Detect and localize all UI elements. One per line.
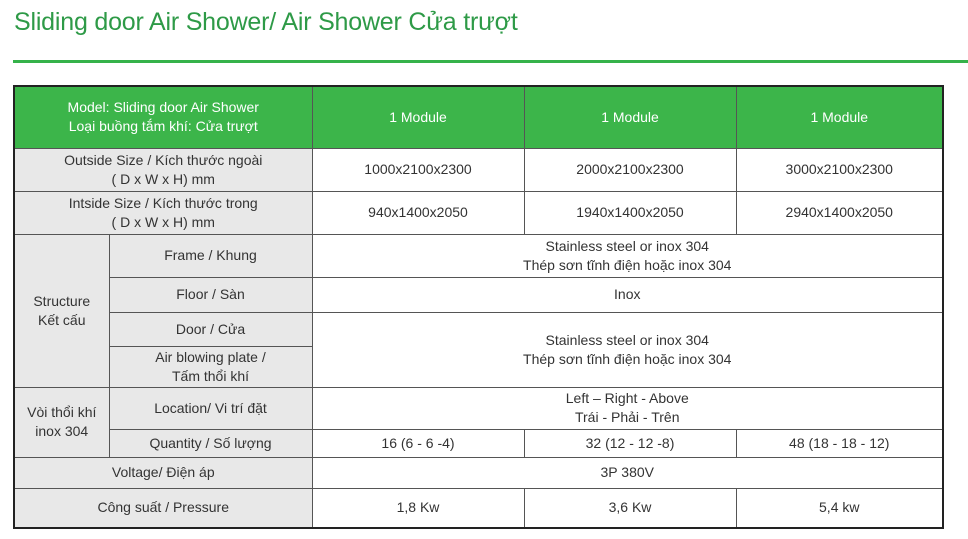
quantity-value-3: 48 (18 - 18 - 12) [736,429,943,457]
model-header-cell [14,86,312,148]
inside-size-label [14,191,312,234]
title-divider [13,60,968,63]
frame-value-line-2: Thép sơn tĩnh điện hoặc inox 304 [523,256,732,273]
location-value-line-2: Trái - Phải - Trên [574,409,680,425]
outside-size-value-2: 2000x2100x2300 [524,148,736,191]
plate-label-line-1: Air blowing plate / [155,348,266,365]
model-line-2: Loại buồng tắm khí: Cửa trượt [68,118,258,135]
inside-size-label-line-2: ( D x W x H) mm [111,213,215,230]
model-line-1: Model: Sliding door Air Shower [67,99,259,116]
structure-group-line-1: Structure [33,292,91,309]
air-blowing-plate-label [109,346,312,387]
door-label: Door / Cửa [109,312,312,346]
spec-table [13,85,944,529]
structure-group-label [14,234,109,387]
frame-value-line-1: Stainless steel or inox 304 [545,237,709,254]
table-row [14,457,943,488]
inside-size-value-3: 2940x1400x2050 [736,191,943,234]
floor-value: Inox [312,277,943,312]
door-plate-value [312,312,943,387]
outside-size-label-line-2: ( D x W x H) mm [111,170,215,187]
table-row [14,488,943,528]
voltage-value: 3P 380V [312,457,943,488]
table-header-row [14,86,943,148]
table-row [14,234,943,277]
location-value [312,387,943,429]
power-value-3: 5,4 kw [736,488,943,528]
table-row [14,277,943,312]
nozzle-group-line-2: inox 304 [35,423,89,439]
voltage-label: Voltage/ Điện áp [14,457,312,488]
location-value-line-1: Left – Right - Above [565,390,689,406]
outside-size-label-line-1: Outside Size / Kích thước ngoài [64,151,263,168]
floor-label: Floor / Sàn [109,277,312,312]
outside-size-label [14,148,312,191]
frame-value [312,234,943,277]
power-value-1: 1,8 Kw [312,488,524,528]
table-row [14,148,943,191]
door-plate-value-line-2: Thép sơn tĩnh điện hoặc inox 304 [523,350,732,367]
table-row [14,191,943,234]
frame-label: Frame / Khung [109,234,312,277]
page-title: Sliding door Air Shower/ Air Shower Cửa trượt [14,8,518,36]
quantity-label: Quantity / Số lượng [109,429,312,457]
table-row [14,387,943,429]
plate-label-line-2: Tấm thổi khí [171,367,250,384]
inside-size-label-line-1: Intside Size / Kích thước trong [68,194,258,211]
inside-size-value-1: 940x1400x2050 [312,191,524,234]
location-label: Location/ Vi trí đặt [109,387,312,429]
power-label: Công suất / Pressure [14,488,312,528]
module-header-3: 1 Module [736,86,943,148]
quantity-value-1: 16 (6 - 6 -4) [312,429,524,457]
nozzle-group-label [14,387,109,457]
outside-size-value-1: 1000x2100x2300 [312,148,524,191]
outside-size-value-3: 3000x2100x2300 [736,148,943,191]
door-plate-value-line-1: Stainless steel or inox 304 [545,331,709,348]
module-header-1: 1 Module [312,86,524,148]
quantity-value-2: 32 (12 - 12 -8) [524,429,736,457]
table-row [14,429,943,457]
inside-size-value-2: 1940x1400x2050 [524,191,736,234]
nozzle-group-line-1: Vòi thổi khí [27,404,97,420]
power-value-2: 3,6 Kw [524,488,736,528]
structure-group-line-2: Kết cấu [38,311,86,328]
module-header-2: 1 Module [524,86,736,148]
table-row [14,312,943,346]
